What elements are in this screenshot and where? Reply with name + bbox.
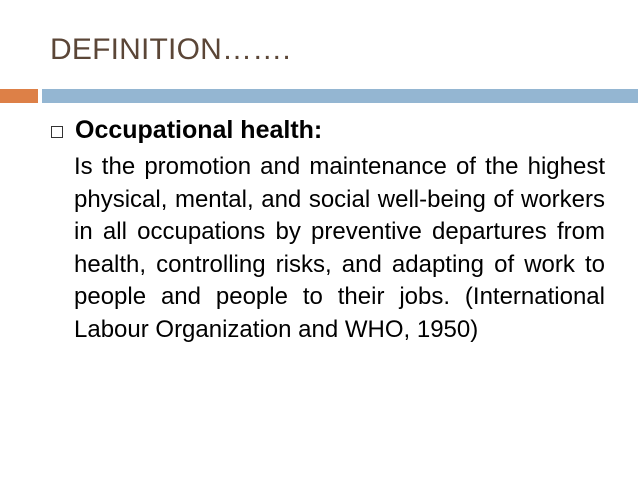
accent-bar-blue xyxy=(42,89,638,103)
definition-text: Is the promotion and maintenance of the highest physical, mental, and social well-being of workers in all occupations by preventive departures from health, controlling risks, and adapting of work to people and people to their jobs. (International Labour Organization and WHO, 1950) xyxy=(74,153,605,343)
slide-title: DEFINITION……. xyxy=(50,33,291,66)
bullet-item xyxy=(51,116,322,145)
accent-bar-orange xyxy=(0,89,38,103)
bullet-heading: Occupational health: xyxy=(75,116,323,144)
square-bullet-icon xyxy=(51,126,63,138)
